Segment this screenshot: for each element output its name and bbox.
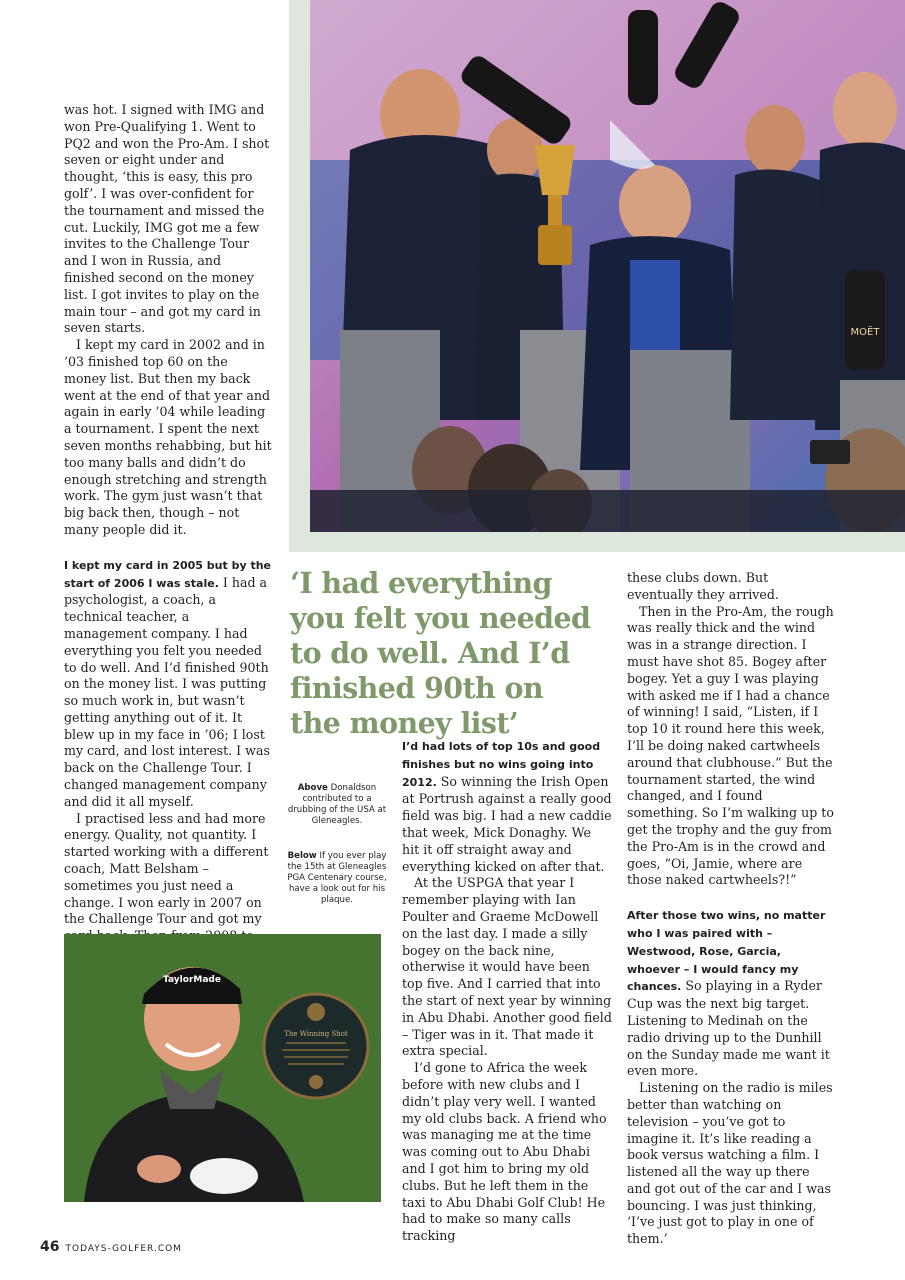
caption-text: Donaldson contributed to a drubbing of the USA at Gleneagles. xyxy=(287,783,387,826)
article-column-3 xyxy=(402,738,612,1245)
paragraph-lead: I kept my card in 2005 but by the start of 2006 I was stale. xyxy=(64,558,271,590)
cap-logo: TaylorMade xyxy=(163,975,221,985)
caption-above xyxy=(287,783,387,827)
paragraph: Listening on the radio is miles better than watching on television – you’ve got to imagine it. It’s like reading a book versus watching a film. I listened all the way up there and got out of the car and I was bouncing. I was just thinking, ‘I’ve just got to play in one of them.’ xyxy=(627,1080,833,1247)
paragraph-body: I had a psychologist, a coach, a technical teacher, a management company. I had everything you felt you needed to do well. And I’d finished 90th on the money list. I was putting so much work in, but wasn’t getting anything out of it. It blew up in my face in ’06; I lost my card, and lost interest. I was back on the Challenge Tour. I changed management company and did it all myself. xyxy=(64,574,270,809)
champagne-bottle xyxy=(845,270,885,370)
paragraph-body: So playing in a Ryder Cup was the next big target. Listening to Medinah on the radio driving up to the Dunhill on the Sunday made me want it even more. xyxy=(627,978,830,1079)
golf-glove xyxy=(190,1158,258,1194)
smiling-player-head xyxy=(833,72,897,148)
article-column-1 xyxy=(64,102,272,979)
paragraph-body: So winning the Irish Open at Portrush against a really good field was big. I had a new caddie that week, Mick Donaghy. We hit it off straight away and everything kicked on after that. xyxy=(402,773,612,874)
trophy-icon xyxy=(535,145,575,195)
plaque-title: The Winning Shot xyxy=(284,1030,348,1038)
paragraph: At the USPGA that year I remember playing with Ian Poulter and Graeme McDowell on the last day. I made a silly bogey on the back nine, otherwise it would have been top five. And I carried that into the start of next year by winning in Abu Dhabi. Another good field – Tiger was in it. That made it extra special. xyxy=(402,875,612,1059)
paragraph: Then in the Pro-Am, the rough was really thick and the wind was in a strange direction. I must have shot 85. Bogey after bogey. Yet a guy I was playing with asked me if I had a chance of winning! I said, “Listen, if I top 10 it round here this week, I’ll be doing naked cartwheels around that clubhouse.” But the tournament started, the wind changed, and I found something. So I’m walking up to get the trophy and the guy from the Pro-Am is in the crowd and goes, “Oi, Jamie, where are those naked cartwheels?!” xyxy=(627,603,834,888)
pull-quote: ‘I had everything you felt you needed to do well. And I’d finished 90th on the money list’ xyxy=(290,566,591,740)
paragraph: I kept my card in 2002 and in ’03 finished top 60 on the money list. But then my back went at the end of that year and again in early ’04 while leading a tournament. I spent the next seven months rehabbing, but hit too many balls and didn’t do enough stretching and strength work. The gym just wasn’t that big back then, though – not many people did it. xyxy=(64,337,272,537)
champagne-bottle xyxy=(628,10,658,105)
paragraph: was hot. I signed with IMG and won Pre-Qualifying 1. Went to PQ2 and won the Pro-Am. I shot seven or eight under and thought, ‘this is easy, this pro golf’. I was over-confident for the tournament and missed the cut. Luckily, IMG got me a few invites to the Challenge Tour and I won in Russia, and finished second on the money list. I got invites to play on the main tour – and got my card in seven starts. xyxy=(64,102,270,336)
paragraph xyxy=(64,557,272,811)
soaked-player-head xyxy=(619,165,691,245)
paragraph-lead: I’d had lots of top 10s and good finishes but no wins going into 2012. xyxy=(402,740,601,789)
golfer-illustration xyxy=(64,934,381,1202)
page-footer xyxy=(40,1236,182,1255)
page-number: 46 xyxy=(40,1239,60,1255)
golfer-plaque-photo xyxy=(64,934,381,1202)
celebration-photo xyxy=(310,0,905,532)
paragraph xyxy=(402,738,612,875)
paragraph: I practised less and had more energy. Quality, not quantity. I started working with a different coach, Matt Belsham – sometimes you just need a change. I won early in 2007 on the Challenge Tour and got my xyxy=(64,810,269,927)
caption-label: Below xyxy=(287,851,317,861)
caption-label: Above xyxy=(297,783,328,793)
bottle-label: MOËT xyxy=(850,327,880,338)
paragraph xyxy=(627,907,837,1080)
paragraph: I’d gone to Africa the week before with new clubs and I didn’t play very well. I wanted my old clubs back. A friend who was managing me at the time was coming out to Abu Dhabi and I got him to bring my old clubs. But he left them in the taxi to Abu Dhabi Golf Club! He had to make so many calls tracking xyxy=(402,1060,607,1244)
article-column-4 xyxy=(627,570,837,1248)
paragraph: these clubs down. But eventually they arrived. xyxy=(627,570,779,602)
celebration-illustration xyxy=(310,0,905,532)
paragraph-lead: After those two wins, no matter who I was paired with – Westwood, Rose, Garcia, whoever – I would fancy my chances. xyxy=(627,909,826,994)
site-url: TODAYS-GOLFER.COM xyxy=(65,1244,182,1254)
camera-phone xyxy=(810,440,850,464)
caption-below xyxy=(287,851,387,906)
plaque-crest-icon xyxy=(307,1003,325,1021)
caption-text: If you ever play the 15th at Gleneagles PGA Centenary course, have a look out for his plaque. xyxy=(287,851,387,905)
